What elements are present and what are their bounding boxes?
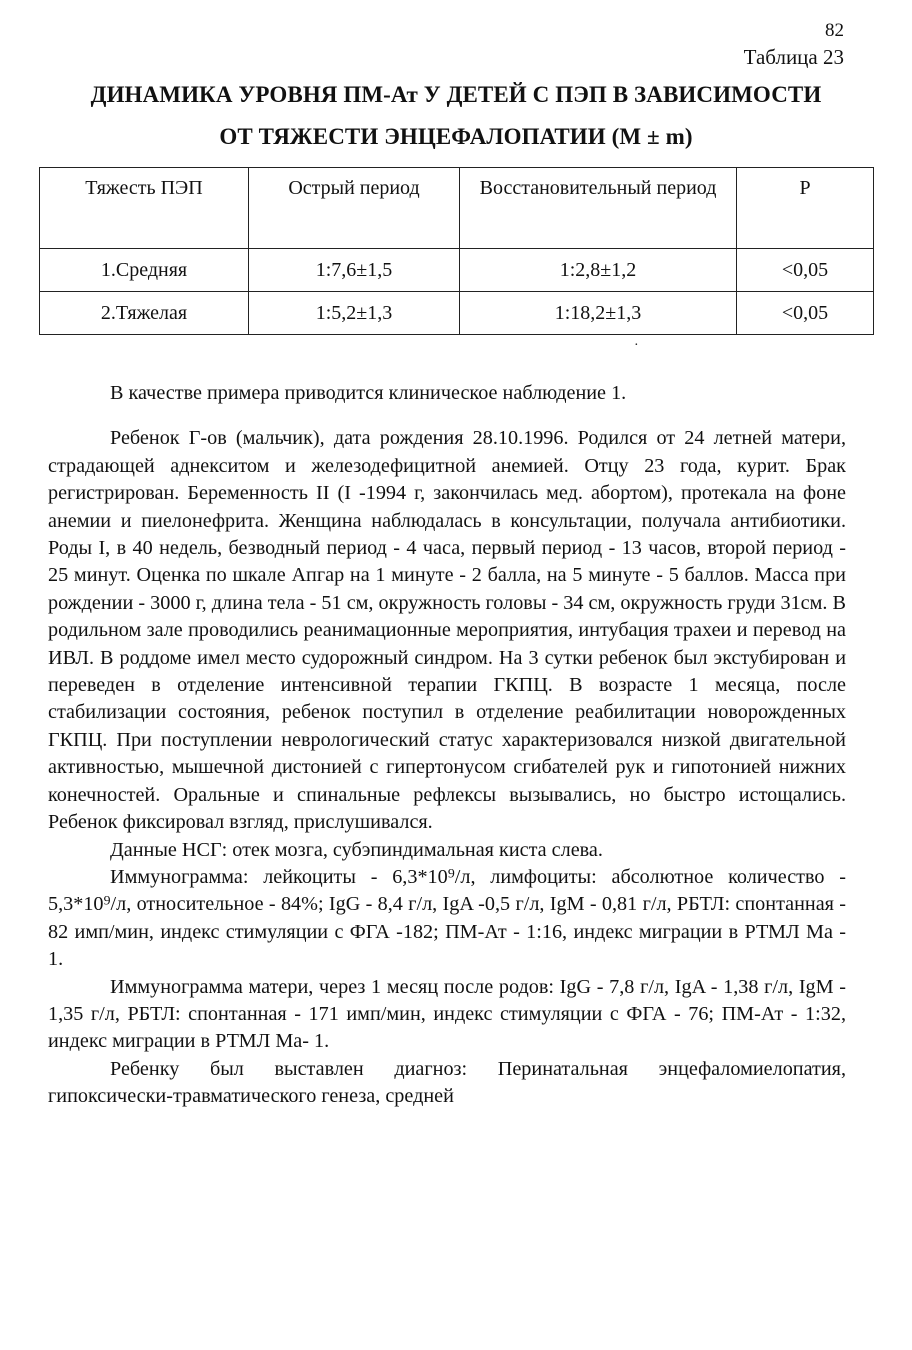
paragraph-immunogram-mother: Иммунограмма матери, через 1 месяц после родов: IgG - 7,8 г/л, IgA - 1,38 г/л, IgM - 1,35 г/л, РБТЛ: спонтанная - 171 имп/мин, индекс стимуляции с ФГА - 76; ПМ-Ат - 1:32, индекс миграции в РТМЛ Ма- 1.	[48, 975, 846, 1053]
table-row	[40, 292, 874, 335]
table-title-line1: ДИНАМИКА УРОВНЯ ПМ-Ат У ДЕТЕЙ С ПЭП В ЗАВИСИМОСТИ	[90, 82, 822, 107]
paragraph-immunogram-child: Иммунограмма: лейкоциты - 6,3*10⁹/л, лимфоциты: абсолютное количество - 5,3*10⁹/л, относительное - 84%; IgG - 8,4 г/л, IgA -0,5 г/л, IgM - 0,81 г/л, РБТЛ: спонтанная - 82 имп/мин, индекс стимуляции с ФГА -182; ПМ-Ат - 1:16, индекс миграции в РТМЛ Ма - 1.	[48, 865, 846, 971]
paragraph-example-intro: В качестве примера приводится клиническое наблюдение 1.	[110, 382, 627, 404]
header-cell: Тяжесть ПЭП	[40, 168, 249, 249]
table-cell: 2.Тяжелая	[40, 292, 249, 335]
table-cell: 1:7,6±1,5	[249, 249, 460, 292]
paragraph-diagnosis: Ребенку был выставлен диагноз: Перинатальная энцефаломиелопатия, гипоксически-травматического генеза, средней	[48, 1057, 846, 1108]
header-cell: Р	[737, 168, 874, 249]
page-number: 82	[825, 20, 844, 41]
table-row	[40, 249, 874, 292]
paragraph-nsg: Данные НСГ: отек мозга, субэпиндимальная киста слева.	[110, 838, 603, 861]
table-cell: 1:5,2±1,3	[249, 292, 460, 335]
table-cell: 1:18,2±1,3	[460, 292, 737, 335]
table-label: Таблица 23	[743, 45, 844, 69]
scan-speck: ·	[634, 338, 639, 353]
table-cell: <0,05	[737, 292, 874, 335]
table-cell: 1.Средняя	[40, 249, 249, 292]
table-title-line2: ОТ ТЯЖЕСТИ ЭНЦЕФАЛОПАТИИ (М ± m)	[219, 124, 693, 149]
table-cell: 1:2,8±1,2	[460, 249, 737, 292]
header-cell: Восстановительный период	[460, 168, 737, 249]
table-header-row	[40, 168, 874, 249]
header-cell: Острый период	[249, 168, 460, 249]
body-text	[48, 380, 846, 1111]
table-cell: <0,05	[737, 249, 874, 292]
data-table	[39, 167, 874, 335]
paragraph-case-history: Ребенок Г-ов (мальчик), дата рождения 28.10.1996. Родился от 24 летней матери, страдающей аднекситом и железодефицитной анемией. Отцу 23 года, курит. Брак регистрирован. Беременность II (I -1994 г, закончилась мед. абортом), протекала на фоне анемии и пиелонефрита. Женщина наблюдалась в консультации, получала антибиотики. Роды I, в 40 недель, безводный период - 4 часа, первый период - 13 часов, второй период - 25 минут. Оценка по шкале Апгар на 1 минуте - 2 балла, на 5 минуте - 5 баллов. Масса при рождении - 3000 г, длина тела - 51 см, окружность головы - 34 см, окружность груди 31см. В родильном зале проводились реанимационные мероприятия, интубация трахеи и перевод на ИВЛ. В роддоме имел место судорожный синдром. На 3 сутки ребенок был экстубирован и переведен в отделение интенсивной терапии ГКПЦ. В возрасте 1 месяца, после стабилизации состояния, ребенок поступил в отделение реабилитации новорожденных ГКПЦ. При поступлении неврологический статус характеризовался низкой двигательной активностью, мышечной дистонией с гипертонусом сгибателей рук и гипотонией нижних конечностей. Оральные и спинальные рефлексы вызывались, но быстро истощались. Ребенок фиксировал взгляд, прислушивался.	[48, 427, 846, 834]
